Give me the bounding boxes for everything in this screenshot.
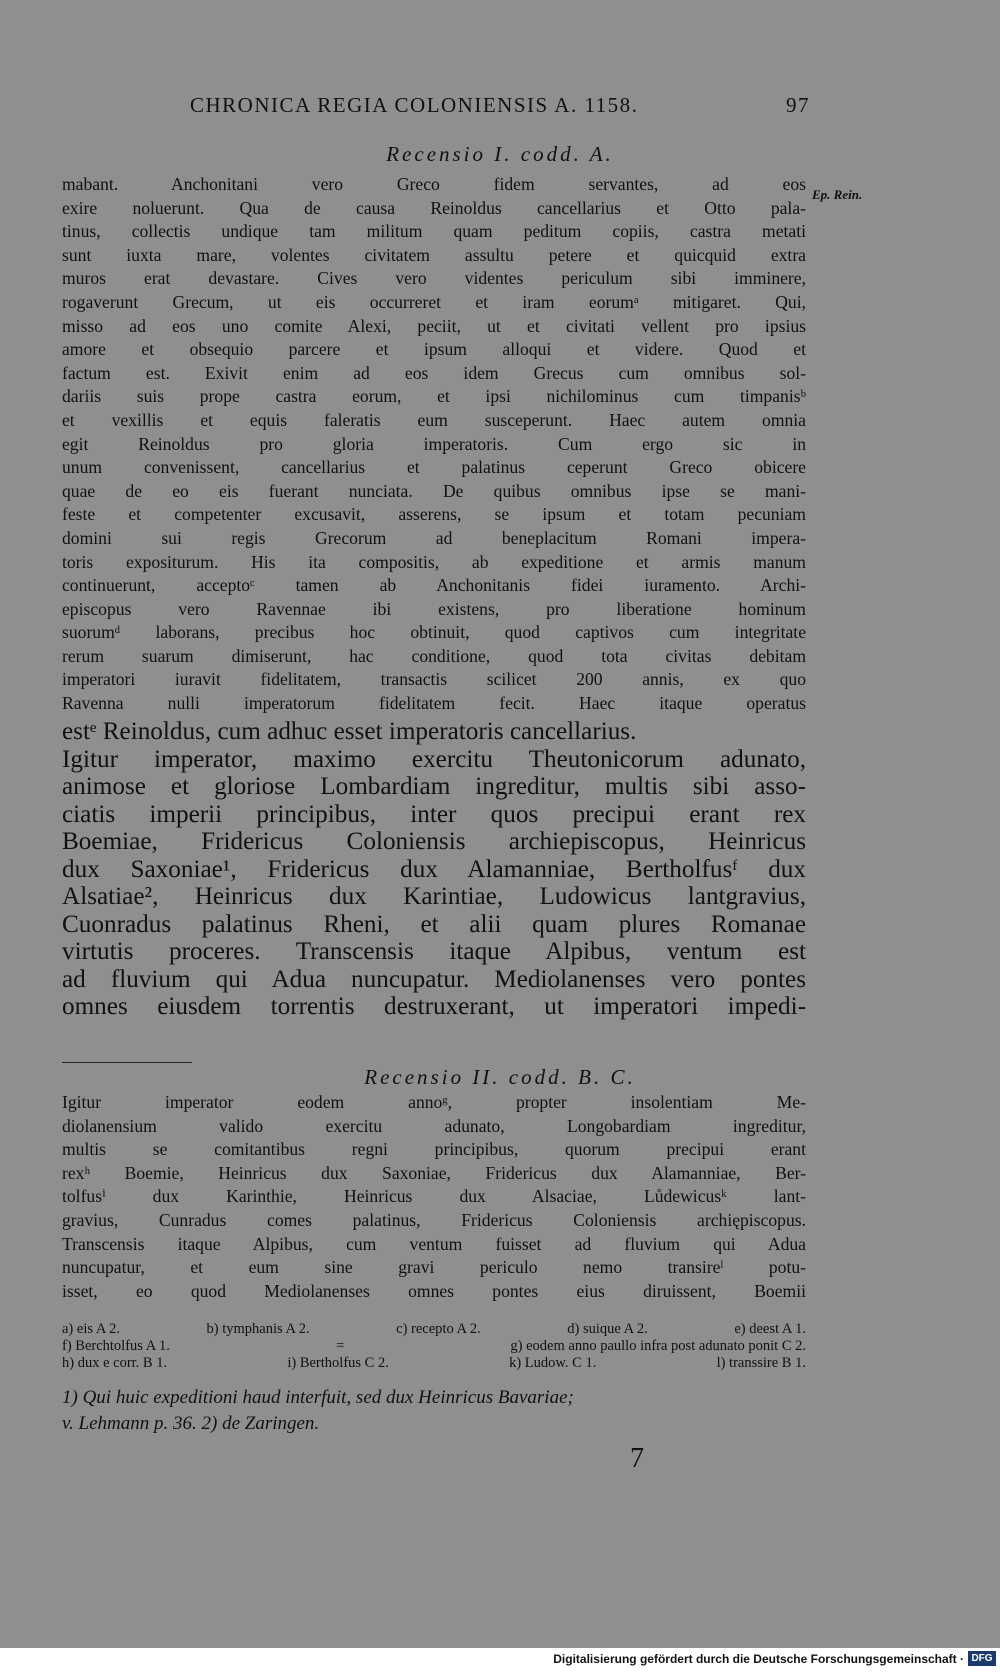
margin-note: Ep. Rein. bbox=[812, 187, 863, 202]
page-number: 97 bbox=[786, 93, 810, 117]
text-line: isset, eo quod Mediolanenses omnes pontes eius diruissent, Boemii bbox=[62, 1280, 806, 1301]
text-line: imperatori iuravit fidelitatem, transactis scilicet 200 annis, ex quo bbox=[62, 669, 806, 690]
text-line: egit Reinoldus pro gloria imperatoris. Cum ergo sic in bbox=[62, 433, 806, 454]
variant-note-row bbox=[62, 1338, 806, 1355]
text-line: unum convenissent, cancellarius et palatinus ceperunt Greco obicere bbox=[62, 457, 806, 478]
text-line: Igitur imperator, maximo exercitu Theutonicorum adunato, bbox=[62, 745, 806, 773]
text-line: continuerunt, acceptoᶜ tamen ab Anchonitanis fidei iuramento. Archi- bbox=[62, 575, 806, 596]
text-line: omnes eiusdem torrentis destruxerant, ut imperatori impedi- bbox=[62, 993, 806, 1020]
text-line: rogaverunt Grecum, ut eis occurreret et iram eorumᵃ mitigaret. Qui, bbox=[62, 291, 806, 312]
recensio-2-text bbox=[62, 1091, 806, 1303]
text-line: Igitur imperator eodem annoᵍ, propter insolentiam Me- bbox=[62, 1092, 806, 1112]
text-line: multis se comitantibus regni principibus, quorum precipui erant bbox=[62, 1139, 806, 1160]
recensio-2-heading: Recensio II. codd. B. C. bbox=[364, 1065, 636, 1089]
variant-note: h) dux e corr. B 1. bbox=[62, 1355, 168, 1371]
text-line: domini sui regis Grecorum ad beneplacitum Romani impera- bbox=[62, 527, 806, 548]
text-line: gravius, Cunradus comes palatinus, Fridericus Coloniensis archiępiscopus. bbox=[62, 1209, 806, 1230]
text-line: diolanensium valido exercitu adunato, Longobardiam ingreditur, bbox=[62, 1115, 806, 1136]
text-line: factum est. Exivit enim ad eos idem Grecus cum omnibus sol- bbox=[62, 362, 806, 383]
text-line: mabant. Anchonitani vero Greco fidem servantes, ad eos bbox=[62, 174, 806, 194]
quire-mark: 7 bbox=[630, 1443, 644, 1474]
text-line: Transcensis itaque Alpibus, cum ventum fuisset ad fluvium qui Adua bbox=[62, 1233, 806, 1254]
text-line: virtutis proceres. Transcensis itaque Alpibus, ventum est bbox=[62, 938, 806, 965]
editor-note-line: 1) Qui huic expeditioni haud interfuit, sed dux Heinricus Bavariae; bbox=[62, 1387, 574, 1408]
variant-notes bbox=[62, 1321, 806, 1372]
text-line: rexʰ Boemie, Heinricus dux Saxoniae, Fridericus dux Alamanniae, Ber- bbox=[62, 1162, 806, 1183]
variant-note: i) Bertholfus C 2. bbox=[287, 1355, 389, 1371]
variant-note: a) eis A 2. bbox=[62, 1321, 120, 1337]
variant-note: l) transsire B 1. bbox=[716, 1355, 806, 1371]
text-line: et vexillis et equis faleratis eum susceperunt. Haec autem omnia bbox=[62, 409, 806, 430]
text-line: tolfusⁱ dux Karinthie, Heinricus dux Alsaciae, Lůdewicusᵏ lant- bbox=[62, 1186, 806, 1207]
variant-note: = bbox=[336, 1338, 345, 1354]
variant-note: f) Berchtolfus A 1. bbox=[62, 1338, 170, 1354]
text-line: rerum suarum dimiserunt, hac conditione, quod tota civitas debitam bbox=[62, 645, 806, 666]
running-header bbox=[190, 93, 810, 118]
variant-note: g) eodem anno paullo infra post adunato ponit C 2. bbox=[510, 1338, 806, 1354]
variant-note-row bbox=[62, 1321, 806, 1338]
variant-note: b) tymphanis A 2. bbox=[206, 1321, 310, 1337]
variant-note-row bbox=[62, 1355, 806, 1372]
text-line: muros erat devastare. Cives vero videntes periculum sibi imminere, bbox=[62, 268, 806, 289]
variant-note: d) suique A 2. bbox=[567, 1321, 648, 1337]
variant-note: e) deest A 1. bbox=[734, 1321, 806, 1337]
editor-note-line: v. Lehmann p. 36. 2) de Zaringen. bbox=[62, 1413, 320, 1434]
text-line: tinus, collectis undique tam militum quam peditum copiis, castra metati bbox=[62, 221, 806, 242]
text-line: exire noluerunt. Qua de causa Reinoldus cancellarius et Otto pala- bbox=[62, 197, 806, 218]
text-line: nuncupatur, et eum sine gravi periculo nemo transireˡ potu- bbox=[62, 1257, 806, 1278]
text-line: Ravenna nulli imperatorum fidelitatem fecit. Haec itaque operatus bbox=[62, 693, 806, 714]
variant-note: k) Ludow. C 1. bbox=[509, 1355, 597, 1371]
text-line: estᵉ Reinoldus, cum adhuc esset imperatoris cancellarius. bbox=[62, 718, 637, 745]
text-line: episcopus vero Ravennae ibi existens, pro liberatione hominum bbox=[62, 598, 806, 619]
dfg-logo: DFG bbox=[968, 1651, 996, 1666]
text-line: ciatis imperii principibus, inter quos precipui erant rex bbox=[62, 800, 806, 828]
running-title: CHRONICA REGIA COLONIENSIS A. 1158. bbox=[190, 93, 639, 117]
text-line: Boemiae, Fridericus Coloniensis archiepiscopus, Heinricus bbox=[62, 828, 806, 855]
text-line: dariis suis prope castra eorum, et ipsi nichilominus cum timpanisᵇ bbox=[62, 386, 806, 407]
separator-rule bbox=[62, 1062, 192, 1063]
text-line: Alsatiae², Heinricus dux Karintiae, Ludowicus lantgravius, bbox=[62, 883, 806, 910]
text-line: ad fluvium qui Adua nuncupatur. Mediolanenses vero pontes bbox=[62, 965, 806, 993]
variant-note: c) recepto A 2. bbox=[396, 1321, 481, 1337]
text-line: toris expositurum. His ita compositis, ab expeditione et armis manum bbox=[62, 551, 806, 572]
text-line: sunt iuxta mare, volentes civitatem assultu petere et quicquid extra bbox=[62, 244, 806, 265]
text-line: feste et competenter excusavit, asserens, se ipsum et totam pecuniam bbox=[62, 504, 806, 525]
text-line: animose et gloriose Lombardiam ingreditur, multis sibi asso- bbox=[62, 773, 806, 800]
text-line: amore et obsequio parcere et ipsum alloqui et videre. Quod et bbox=[62, 339, 806, 360]
recensio-1-heading: Recensio I. codd. A. bbox=[386, 142, 614, 166]
text-line: misso ad eos uno comite Alexi, peciit, ut et civitati vellent pro ipsius bbox=[62, 315, 806, 336]
footer-credit: Digitalisierung gefördert durch die Deutsche Forschungsgemeinschaft · bbox=[553, 1652, 964, 1666]
recensio-1-text-large bbox=[62, 718, 806, 1021]
text-line: suorumᵈ laborans, precibus hoc obtinuit, quod captivos cum integritate bbox=[62, 622, 806, 643]
editor-notes bbox=[62, 1385, 806, 1437]
text-line: dux Saxoniae¹, Fridericus dux Alamanniae, Bertholfusᶠ dux bbox=[62, 855, 806, 883]
recensio-1-text-small bbox=[62, 173, 806, 716]
text-line: quae de eo eis fuerant nunciata. De quibus omnibus ipse se mani- bbox=[62, 480, 806, 501]
text-line: Cuonradus palatinus Rheni, et alii quam plures Romanae bbox=[62, 910, 806, 938]
